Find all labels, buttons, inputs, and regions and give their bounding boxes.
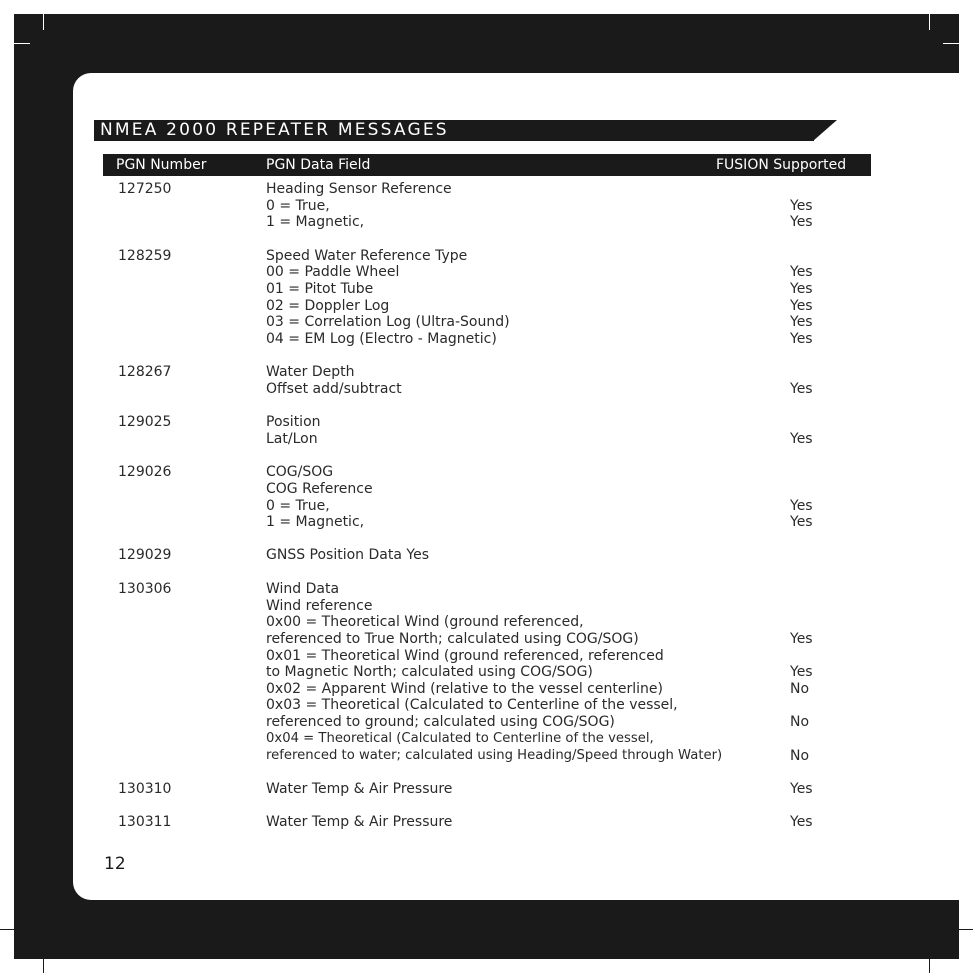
table-cell-field: 01 = Pitot Tube [266,281,374,297]
table-cell-field: 00 = Paddle Wheel [266,264,400,280]
content-panel [73,73,959,900]
crop-mark [0,43,30,44]
table-cell-field: Lat/Lon [266,431,318,447]
crop-mark [43,943,44,973]
table-cell-field: Speed Water Reference Type [266,248,468,264]
crop-mark [929,943,930,973]
table-cell-field: Wind reference [266,598,373,614]
table-cell-field: 03 = Correlation Log (Ultra-Sound) [266,314,510,330]
table-cell-supported: No [790,714,810,730]
table-cell-field: referenced to True North; calculated using COG/SOG) [266,631,639,647]
table-header [103,154,871,176]
table-cell-field: 0x03 = Theoretical (Calculated to Centerline of the vessel, [266,697,678,713]
table-cell-supported: Yes [790,631,813,647]
table-cell-pgn: 129026 [118,464,172,480]
crop-mark [943,43,973,44]
table-cell-pgn: 129025 [118,414,172,430]
column-header-field: PGN Data Field [266,157,371,173]
table-cell-supported: Yes [790,381,813,397]
table-cell-pgn: 127250 [118,181,172,197]
table-cell-supported: Yes [790,298,813,314]
table-cell-pgn: 128267 [118,364,172,380]
table-cell-supported: Yes [790,514,813,530]
table-cell-supported: Yes [790,814,813,830]
table-cell-field: 0 = True, [266,498,330,514]
table-cell-field: GNSS Position Data Yes [266,547,429,563]
table-cell-field: 02 = Doppler Log [266,298,390,314]
table-cell-supported: No [790,681,810,697]
table-cell-field: Position [266,414,321,430]
table-cell-field: to Magnetic North; calculated using COG/SOG) [266,664,593,680]
table-cell-field: 0x01 = Theoretical Wind (ground referenced, referenced [266,648,664,664]
page-title: NMEA 2000 REPEATER MESSAGES [100,120,449,140]
table-cell-supported: Yes [790,664,813,680]
table-cell-field: 04 = EM Log (Electro - Magnetic) [266,331,497,347]
table-cell-field: Water Temp & Air Pressure [266,781,453,797]
column-header-pgn: PGN Number [116,157,207,173]
table-cell-supported: Yes [790,281,813,297]
column-header-supported: FUSION Supported [716,157,847,173]
table-cell-field: referenced to water; calculated using Heading/Speed through Water) [266,748,723,763]
table-cell-supported: Yes [790,314,813,330]
table-cell-supported: Yes [790,498,813,514]
crop-mark [43,0,44,30]
crop-mark [929,0,930,30]
table-cell-pgn: 128259 [118,248,172,264]
table-cell-field: COG Reference [266,481,373,497]
table-cell-field: Offset add/subtract [266,381,402,397]
table-cell-field: 0x04 = Theoretical (Calculated to Centerline of the vessel, [266,731,654,746]
table-cell-field: Heading Sensor Reference [266,181,452,197]
page-number: 12 [104,854,126,874]
crop-mark [943,929,973,930]
table-cell-field: 1 = Magnetic, [266,214,365,230]
table-cell-field: Water Depth [266,364,355,380]
table-cell-field: 0x00 = Theoretical Wind (ground referenced, [266,614,584,630]
table-cell-field: 0x02 = Apparent Wind (relative to the vessel centerline) [266,681,663,697]
table-cell-supported: Yes [790,331,813,347]
table-cell-pgn: 129029 [118,547,172,563]
table-cell-supported: Yes [790,198,813,214]
table-cell-field: Wind Data [266,581,340,597]
crop-mark [0,929,30,930]
table-cell-field: 0 = True, [266,198,330,214]
table-cell-field: 1 = Magnetic, [266,514,365,530]
table-cell-supported: Yes [790,781,813,797]
table-cell-pgn: 130310 [118,781,172,797]
table-cell-pgn: 130306 [118,581,172,597]
table-cell-field: COG/SOG [266,464,334,480]
table-cell-supported: Yes [790,264,813,280]
table-cell-supported: Yes [790,214,813,230]
table-cell-field: Water Temp & Air Pressure [266,814,453,830]
title-banner-tip [813,120,837,141]
table-cell-supported: Yes [790,431,813,447]
table-cell-field: referenced to ground; calculated using COG/SOG) [266,714,615,730]
table-cell-pgn: 130311 [118,814,172,830]
table-cell-supported: No [790,748,810,764]
